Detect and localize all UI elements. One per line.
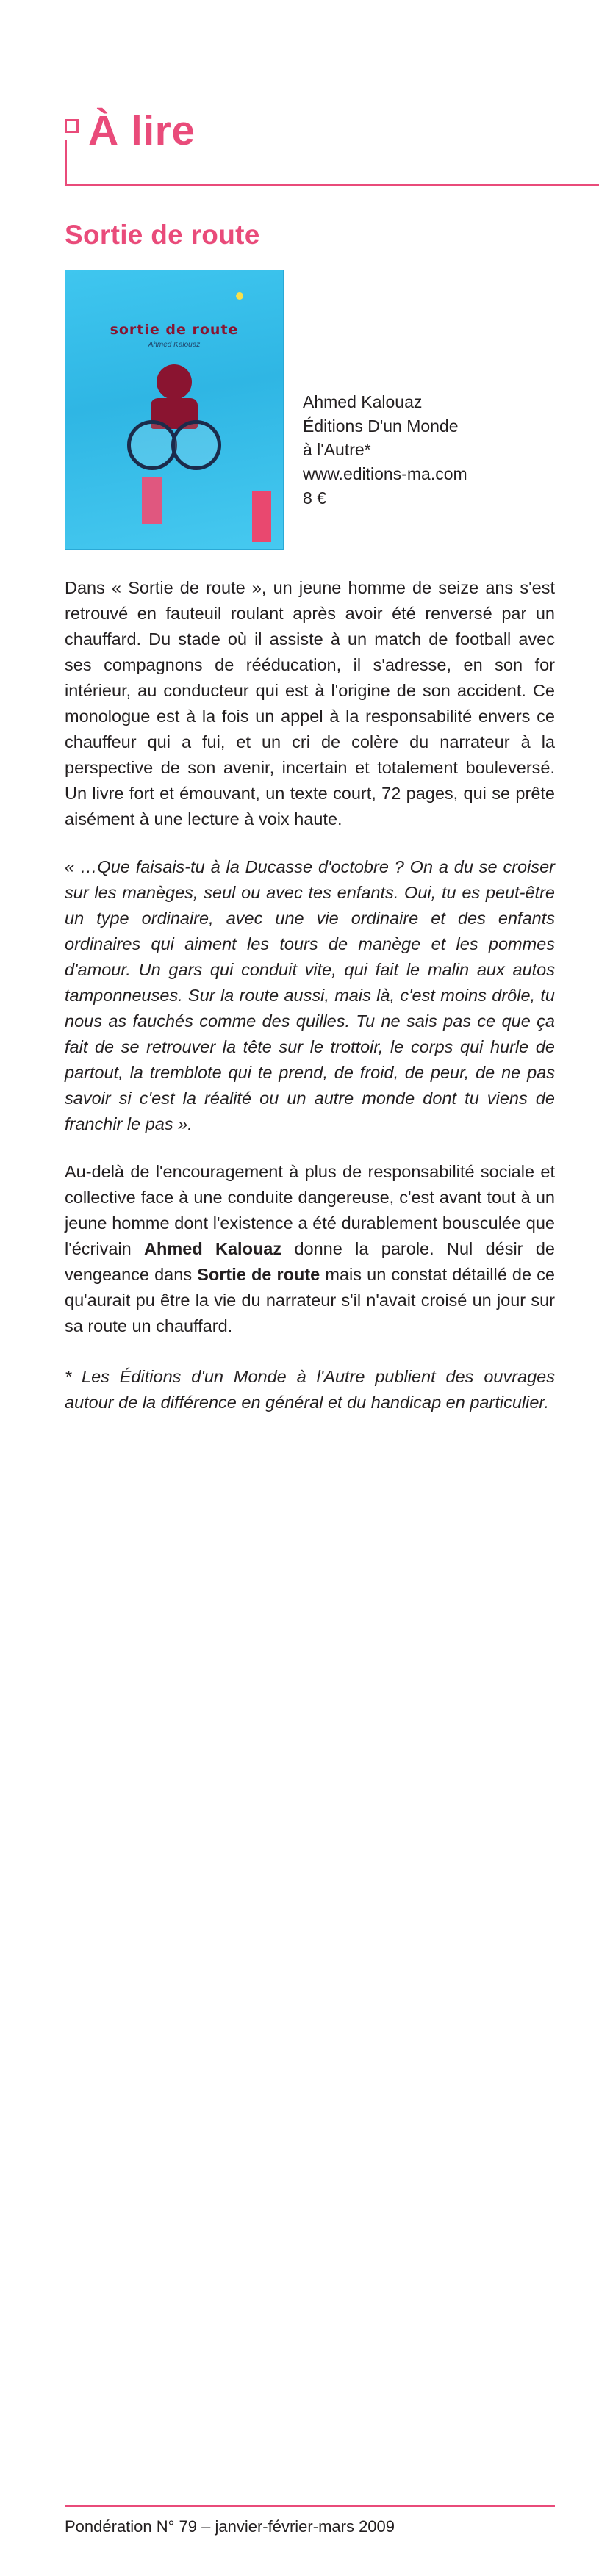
cover-strip-decoration — [142, 477, 162, 524]
page-header — [0, 0, 599, 186]
header-vertical-rule — [65, 140, 67, 186]
closing-part-2: donne la parole. Nul désir de vengeance dans — [65, 1239, 555, 1284]
cover-author-text: Ahmed Kalouaz — [148, 341, 201, 349]
figure-wheel-right-icon — [171, 420, 221, 470]
book-website[interactable]: www.editions-ma.com — [303, 463, 467, 483]
closing-bold-author: Ahmed Kalouaz — [144, 1239, 282, 1258]
book-publisher-line2: à l'Autre* — [303, 440, 371, 460]
figure-wheel-left-icon — [127, 420, 177, 470]
closing-part-3: mais un constat détaillé de ce qu'aurait pu être la vie du narrateur s'il n'avait croisé un jour sur sa route un chauffard. — [65, 1265, 555, 1335]
figure-head-icon — [157, 364, 192, 400]
book-cover-image — [65, 270, 284, 550]
header-inner — [0, 107, 599, 186]
article-paragraph-1: Dans « Sortie de route », un jeune homme de seize ans s'est retrouvé en fauteuil roulant après avoir été renversé par un chauffard. Du stade où il assiste à un match de football avec ses compagnons de rééducation, il s'adresse, en son for intérieur, au conducteur qui est à l'origine de son accident. Ce monologue est à la fois un appel à la responsabilité envers ce chauffeur qui a fui, et un cri de colère du narrateur à la perspective de son avenir, incertain et totalement bouleversé. Un livre fort et émouvant, un texte court, 72 pages, qui se prête aisément à une lecture à voix haute. — [65, 578, 555, 829]
cover-title-text: sortie de route — [110, 322, 239, 338]
article-footnote: * Les Éditions d'un Monde à l'Autre publient des ouvrages autour de la différence en général et du handicap en particulier. — [65, 1367, 555, 1412]
page-footer: Pondération N° 79 – janvier-février-mars 2009 — [65, 2505, 555, 2536]
page-title: À lire — [88, 107, 196, 154]
book-block — [65, 270, 555, 550]
article-quote: « …Que faisais-tu à la Ducasse d'octobre ? On a du se croiser sur les manèges, seul ou avec tes enfants. Oui, tu es peut-être un type ordinaire, avec une vie ordinaire et des enfants ordinaires qui aiment les tours de manège et les pommes d'amour. Un gars qui conduit vite, qui fait le malin aux autos tamponneuses. Sur la route aussi, mais là, c'est moins drôle, tu nous as fauchés comme des quilles. Tu ne sais pas ce que ça fait de se retrouver la tête sur le trottoir, le corps qui hurle de partout, la tremblote qui te prend, de froid, de peur, de ne pas savoir si c'est la réalité ou un autre monde dont tu viens de franchir le pas ». — [65, 857, 555, 1133]
cover-badge-decoration — [252, 491, 271, 542]
book-metadata — [303, 270, 555, 510]
square-bullet-icon — [65, 119, 79, 133]
book-author: Ahmed Kalouaz — [303, 392, 423, 411]
cover-dot-icon — [236, 292, 243, 300]
closing-bold-title: Sortie de route — [197, 1265, 320, 1284]
header-horizontal-rule — [65, 184, 599, 186]
article-content — [0, 220, 599, 1415]
book-publisher: Éditions D'un Monde — [303, 416, 459, 436]
book-price: 8 € — [303, 488, 326, 508]
article-closing-paragraph — [65, 1159, 555, 1339]
closing-part-1: Au-delà de l'encouragement à plus de responsabilité sociale et collective face à une conduite dangereuse, c'est avant tout à un jeune homme dont l'existence a été durablement bousculée que l'écrivain — [65, 1162, 555, 1258]
wheelchair-figure-icon — [130, 364, 218, 475]
article-title: Sortie de route — [65, 220, 260, 250]
